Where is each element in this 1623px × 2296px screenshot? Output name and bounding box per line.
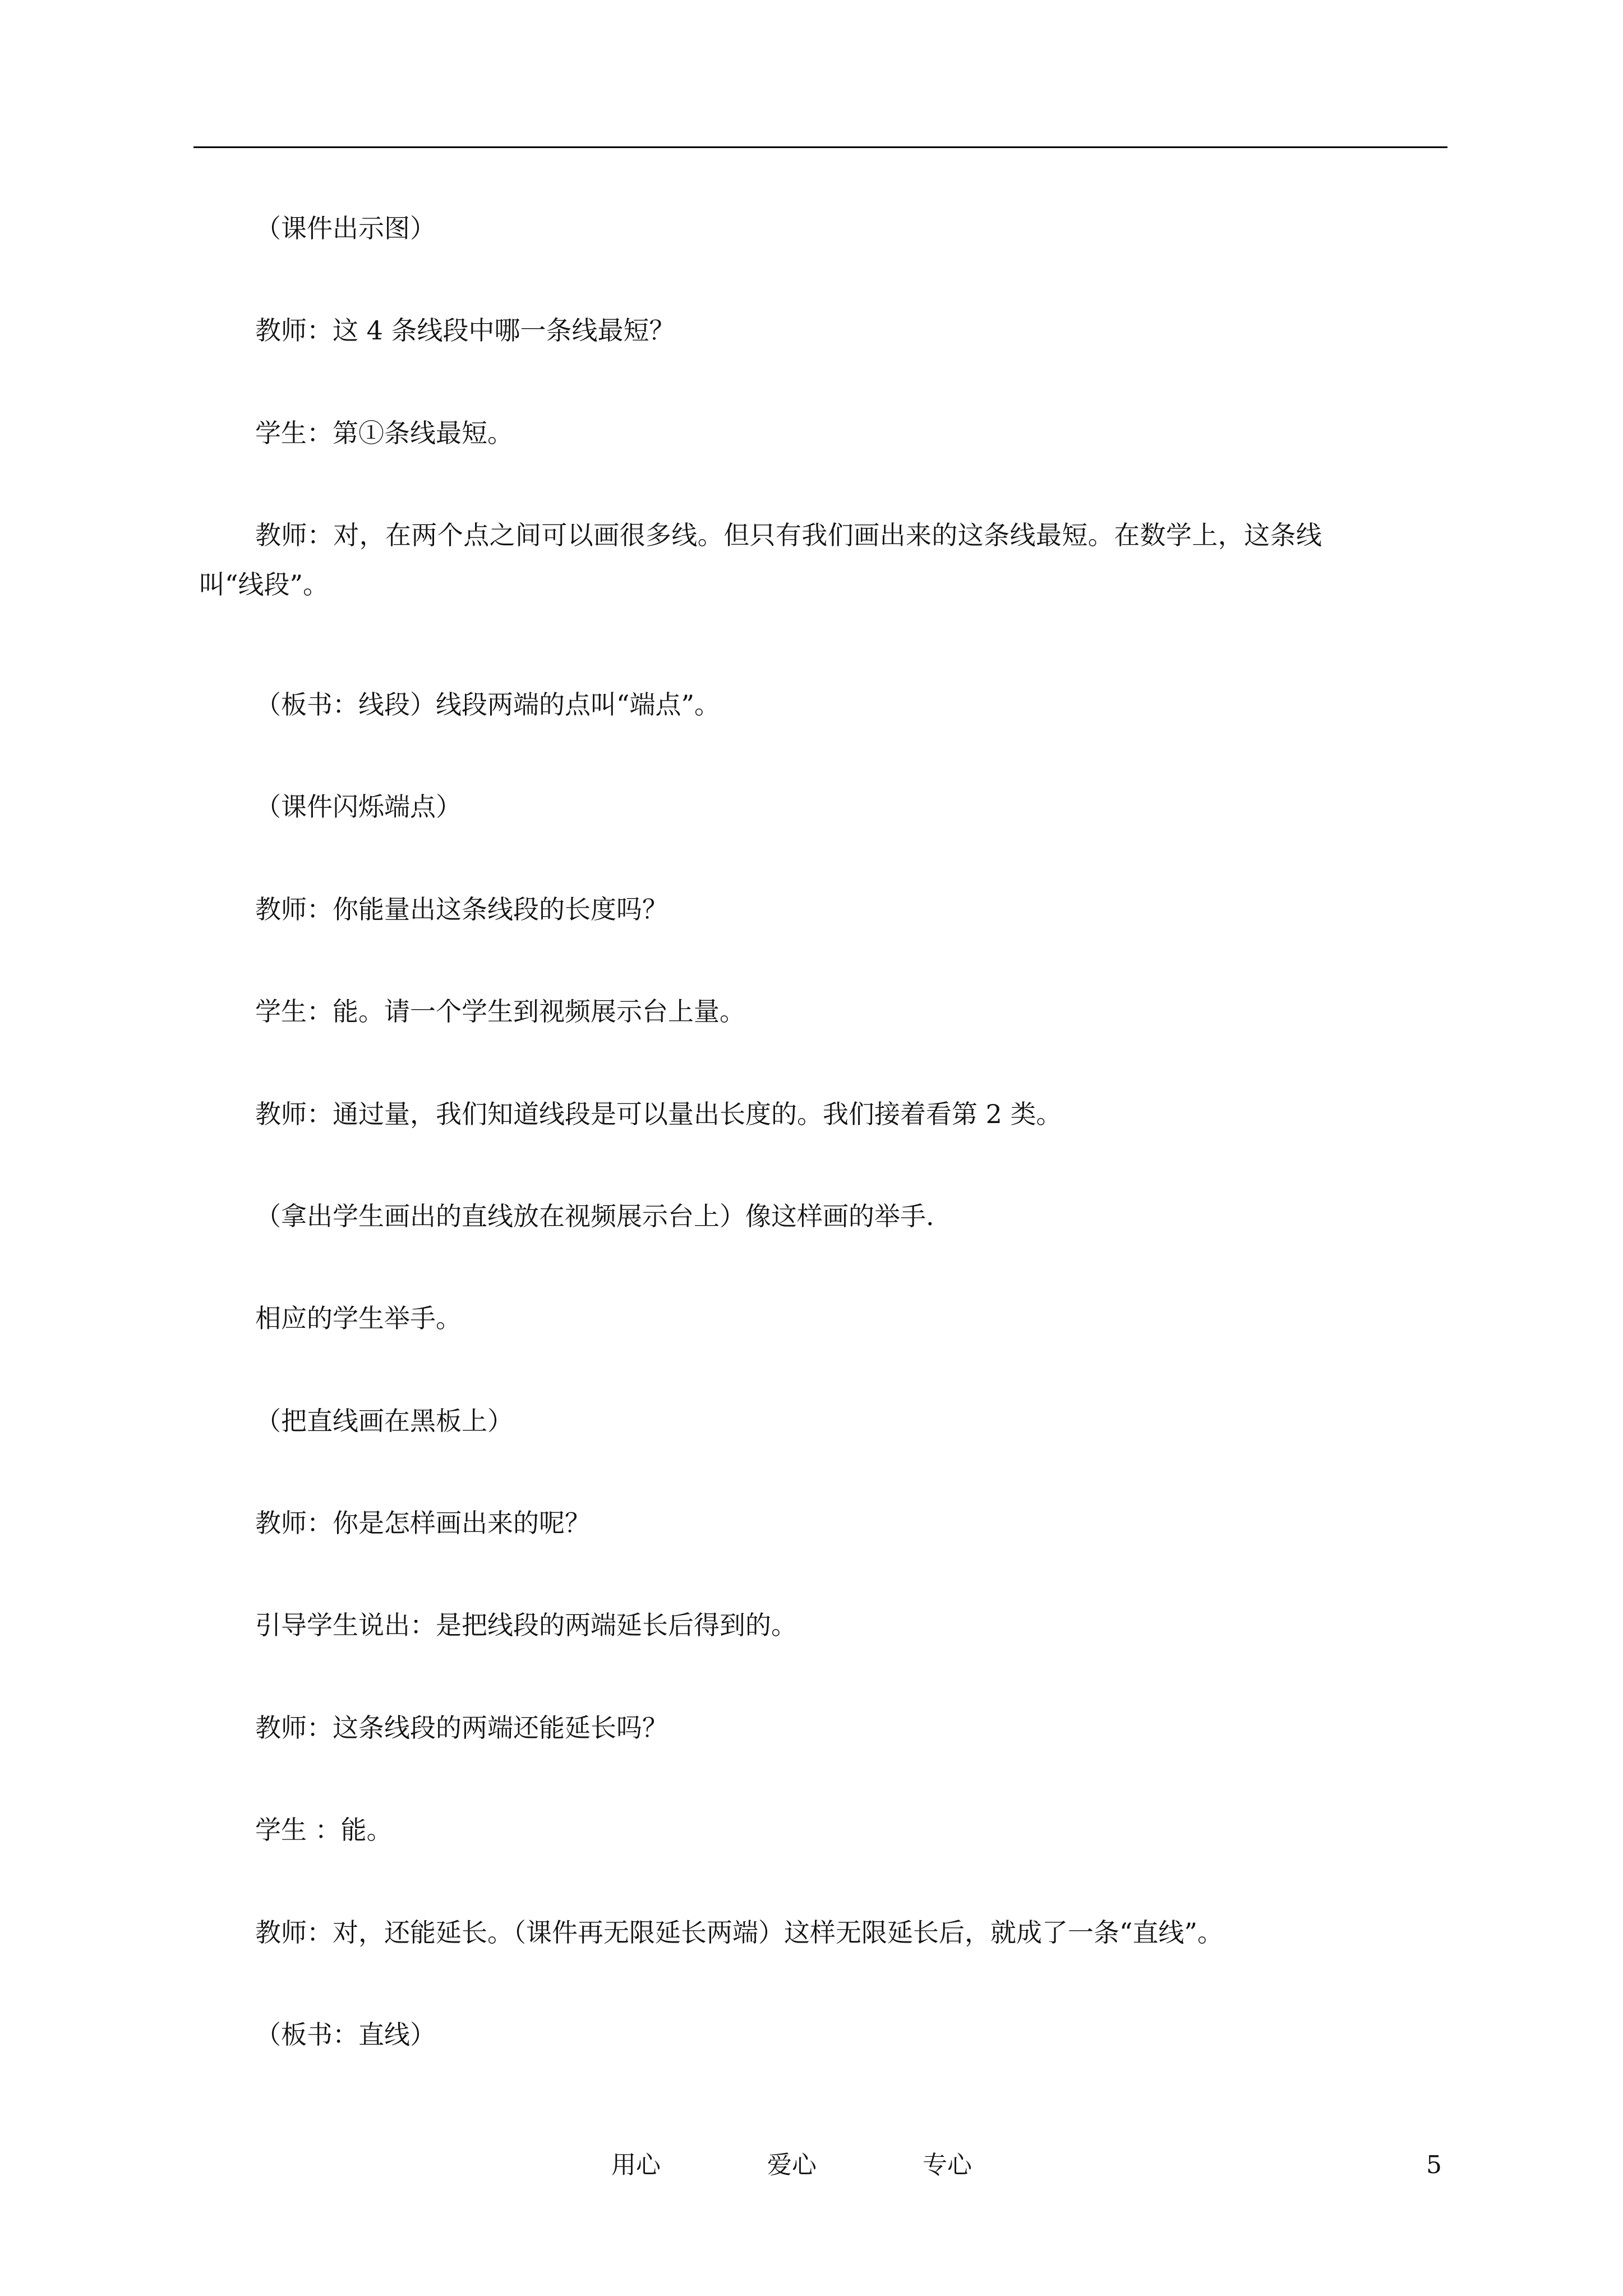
paragraph-students-raise-hands: 相应的学生举手。 bbox=[255, 1303, 462, 1333]
paragraph-student-can: 学生 ：能。 bbox=[255, 1815, 393, 1845]
paragraph-teacher-shortest-question: 教师：这 4 条线段中哪一条线最短？ bbox=[255, 315, 675, 346]
footer-item-zhuanxin: 专心 bbox=[923, 2151, 972, 2179]
paragraph-teacher-extend-question: 教师：这条线段的两端还能延长吗？ bbox=[255, 1713, 668, 1743]
paragraph-board-line-segment: （板书：线段）线段两端的点叫“端点”。 bbox=[255, 689, 721, 720]
page-number: 5 bbox=[1426, 2151, 1442, 2179]
paragraph-show-straight-line: （拿出学生画出的直线放在视频展示台上）像这样画的举手. bbox=[255, 1201, 934, 1231]
paragraph-teacher-measure-result: 教师：通过量，我们知道线段是可以量出长度的。我们接着看第 2 类。 bbox=[255, 1099, 1062, 1129]
paragraph-line-2: 叫“线段”。 bbox=[199, 569, 329, 600]
paragraph-teacher-how-drawn: 教师：你是怎样画出来的呢？ bbox=[255, 1508, 591, 1538]
paragraph-courseware-figure: （课件出示图） bbox=[255, 213, 436, 243]
paragraph-student-measure: 学生：能。请一个学生到视频展示台上量。 bbox=[255, 996, 745, 1027]
paragraph-teacher-line-segment-definition bbox=[199, 520, 1450, 600]
paragraph-board-straight-line: （板书：直线） bbox=[255, 2019, 436, 2050]
paragraph-line-1: 教师：对，在两个点之间可以画很多线。但只有我们画出来的这条线最短。在数学上，这条线 bbox=[255, 520, 1322, 550]
paragraph-draw-on-board: （把直线画在黑板上） bbox=[255, 1406, 513, 1436]
paragraph-teacher-measure-question: 教师：你能量出这条线段的长度吗？ bbox=[255, 894, 668, 924]
footer-item-aixin: 爱心 bbox=[767, 2151, 817, 2179]
paragraph-teacher-straight-line: 教师：对，还能延长。（课件再无限延长两端）这样无限延长后，就成了一条“直线”。 bbox=[255, 1917, 1224, 1948]
paragraph-guide-students: 引导学生说出：是把线段的两端延长后得到的。 bbox=[255, 1610, 797, 1640]
paragraph-courseware-endpoints: （课件闪烁端点） bbox=[255, 792, 462, 822]
footer-item-yongxin: 用心 bbox=[611, 2151, 661, 2179]
header-rule bbox=[193, 146, 1447, 148]
paragraph-student-first-line: 学生：第①条线最短。 bbox=[255, 418, 513, 448]
